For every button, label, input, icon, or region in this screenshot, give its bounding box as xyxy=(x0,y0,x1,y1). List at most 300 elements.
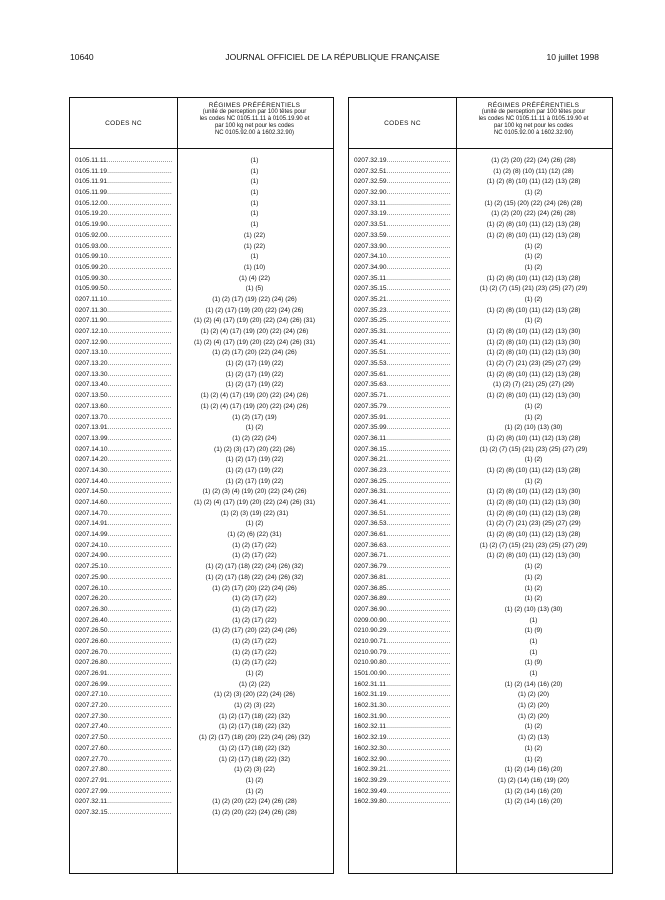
nc-code: 0207.27.99 ..... xyxy=(75,788,172,795)
regime-refs: (1) (2) (4) (17) (19) (20) (22) (24) (26) xyxy=(200,328,309,335)
codes-nc-header: CODES NC xyxy=(105,119,142,127)
table-row xyxy=(70,574,333,585)
regime-refs: (1) xyxy=(250,178,259,186)
regime-refs: (1) (2) (20) (22) (24) (26) (28) xyxy=(212,798,297,806)
regime-refs: (1) (2) xyxy=(524,253,543,261)
nc-code: 0207.32.19 ..... xyxy=(354,157,451,164)
regime-refs: (1) (2) (3) (4) (19) (20) (22) (24) (26) xyxy=(202,488,307,496)
regime-refs: (1) (2) (3) (19) (22) (31) xyxy=(220,509,289,517)
table-row xyxy=(70,681,333,692)
table-row xyxy=(70,638,333,649)
table-row xyxy=(349,328,612,339)
regime-refs: (1) (2) (8) (10) (11) (12) (13) (28) xyxy=(486,509,581,517)
regime-refs: (1) (2) (8) (10) (11) (12) (13) (28) xyxy=(486,531,581,539)
nc-code: 0207.36.11 ..... xyxy=(354,435,451,442)
table-row xyxy=(70,478,333,489)
nc-code: 0207.35.53 ..... xyxy=(354,360,451,367)
nc-code: 0207.14.70 ..... xyxy=(75,510,172,517)
table-row xyxy=(70,606,333,617)
regime-refs: (1) (2) (17) (19) (22) (24) (26) xyxy=(212,295,297,303)
regime-refs: (1) (2) (17) (19) (20) (22) (24) (26) xyxy=(205,306,304,314)
regime-refs: (1) (2) (17) (19) (22) xyxy=(225,370,284,378)
regimes-note-line: NC 0105.92.00 à 1602.32.90) xyxy=(493,130,574,136)
nc-code: 0207.13.91 ..... xyxy=(75,424,172,431)
table-row xyxy=(70,585,333,596)
regime-refs: (1) (2) (17) (18) (22) (24) (26) (32) xyxy=(205,573,304,581)
nc-code: 0207.34.90 ..... xyxy=(354,264,451,271)
regime-refs: (1) (2) xyxy=(524,317,543,325)
nc-code: 0207.36.85 ..... xyxy=(354,585,451,592)
table-row xyxy=(70,349,333,360)
regime-refs: (1) (2) (17) (20) (22) (24) (26) xyxy=(212,349,297,357)
table-row xyxy=(70,360,333,371)
nc-code: 0105.11.99 ..... xyxy=(75,189,172,196)
regime-refs: (1) (2) (17) (18) (22) (32) xyxy=(218,755,291,763)
table-row xyxy=(70,499,333,510)
regime-refs: (1) (2) (17) (19) (22) xyxy=(225,360,284,368)
table-row xyxy=(349,595,612,606)
table-row xyxy=(70,285,333,296)
table-row xyxy=(70,178,333,189)
table-row xyxy=(349,435,612,446)
nc-code: 0207.26.70 ..... xyxy=(75,649,172,656)
nc-code: 0105.92.00 ..... xyxy=(75,232,172,239)
regimes-header xyxy=(457,102,610,137)
table-row xyxy=(70,424,333,435)
table-row xyxy=(70,307,333,318)
regime-refs: (1) (2) (7) (21) (25) (27) (29) xyxy=(493,381,574,389)
table-row xyxy=(349,520,612,531)
nc-code: 0207.24.90 ..... xyxy=(75,552,172,559)
nc-code: 0207.26.10 ..... xyxy=(75,585,172,592)
codes-nc-header: CODES NC xyxy=(384,119,421,127)
nc-code: 0207.33.90 ..... xyxy=(354,243,451,250)
nc-code: 0105.12.00 ..... xyxy=(75,200,172,207)
table-row xyxy=(349,499,612,510)
table-row xyxy=(70,168,333,179)
nc-code: 0207.27.80 ..... xyxy=(75,766,172,773)
nc-code: 0207.32.11 ..... xyxy=(75,798,172,805)
table-row xyxy=(349,392,612,403)
nc-code: 0207.13.70 ..... xyxy=(75,414,172,421)
table-row xyxy=(349,296,612,307)
regime-refs: (1) (2) (17) (22) xyxy=(232,637,277,645)
nc-code: 0105.19.20 ..... xyxy=(75,210,172,217)
regime-refs: (1) (2) xyxy=(524,242,543,250)
nc-code: 0207.33.59 ..... xyxy=(354,232,451,239)
table-row xyxy=(70,221,333,232)
table-row xyxy=(349,157,612,168)
nc-code: 0207.25.90 ..... xyxy=(75,574,172,581)
table-row xyxy=(70,649,333,660)
regime-refs: (1) (2) (17) (22) xyxy=(232,659,277,667)
regime-refs: (1) (2) (17) (22) xyxy=(232,595,277,603)
nc-code: 0207.36.71 ..... xyxy=(354,552,451,559)
regime-refs: (1) (2) (20) xyxy=(517,691,550,699)
table-row xyxy=(70,232,333,243)
nc-code: 1602.32.90 ..... xyxy=(354,756,451,763)
regime-refs: (1) (2) xyxy=(524,477,543,485)
regime-refs: (1) (2) (3) (22) xyxy=(234,766,275,774)
table-row xyxy=(70,756,333,767)
page-header xyxy=(0,52,665,64)
nc-code: 0207.32.15 ..... xyxy=(75,809,172,816)
nc-code: 1602.31.30 ..... xyxy=(354,702,451,709)
nc-code: 1602.31.19 ..... xyxy=(354,691,451,698)
nc-code: 0207.36.51 ..... xyxy=(354,510,451,517)
regime-refs: (1) (2) (20) xyxy=(517,712,550,720)
nc-code: 0207.32.59 ..... xyxy=(354,178,451,185)
nc-code: 0207.26.60 ..... xyxy=(75,638,172,645)
nc-code: 0207.14.91 ..... xyxy=(75,520,172,527)
regime-refs: (1) (2) (7) (21) (23) (25) (27) (29) xyxy=(486,520,581,528)
regime-refs: (1) (2) (17) (18) (22) (24) (26) (32) xyxy=(205,563,304,571)
regime-refs: (1) xyxy=(529,616,538,624)
nc-code: 0207.36.15 ..... xyxy=(354,446,451,453)
nc-code: 0207.34.10 ..... xyxy=(354,253,451,260)
nc-code: 0207.32.90 ..... xyxy=(354,189,451,196)
regime-refs: (1) (2) (8) (10) (11) (12) (13) (28) xyxy=(486,306,581,314)
regimes-note-line: (unité de perception par 100 têtes pour xyxy=(481,109,586,115)
table-body xyxy=(349,157,612,809)
page-number: 10640 xyxy=(70,52,94,62)
regime-refs: (1) (2) xyxy=(245,776,264,784)
table-row xyxy=(70,435,333,446)
table-row xyxy=(349,221,612,232)
regime-refs: (1) (2) (15) (20) (22) (24) (26) (28) xyxy=(484,199,583,207)
nc-code: 0207.26.99 ..... xyxy=(75,681,172,688)
table-row xyxy=(70,328,333,339)
table-row xyxy=(349,649,612,660)
journal-title: JOURNAL OFFICIEL DE LA RÉPUBLIQUE FRANÇAISE xyxy=(225,52,440,62)
regime-refs: (1) (2) (8) (10) (11) (12) (13) (28) xyxy=(486,466,581,474)
regimes-note-line: les codes NC 0105.11.11 à 0105.19.90 et xyxy=(199,116,310,122)
table-row xyxy=(70,691,333,702)
regime-refs: (1) (2) (17) (22) xyxy=(232,648,277,656)
nc-code: 0207.27.20 ..... xyxy=(75,702,172,709)
nc-code: 0207.35.91 ..... xyxy=(354,414,451,421)
table-row xyxy=(70,371,333,382)
regime-refs: (1) (2) (8) (10) (11) (12) (13) (30) xyxy=(486,338,581,346)
table-row xyxy=(70,296,333,307)
regime-refs: (1) (2) (4) (17) (19) (20) (22) (24) (26) (31) xyxy=(194,317,315,325)
regime-refs: (1) (2) (4) (17) (19) (20) (22) (24) (26) xyxy=(200,392,309,400)
regime-refs: (1) xyxy=(250,189,259,197)
table-row xyxy=(349,531,612,542)
table-row xyxy=(349,349,612,360)
regime-refs: (1) (2) (14) (16) (20) xyxy=(504,766,563,774)
regime-refs: (1) xyxy=(250,253,259,261)
table-row xyxy=(349,317,612,328)
regime-refs: (1) (2) (17) (22) xyxy=(232,605,277,613)
nc-code: 0207.13.30 ..... xyxy=(75,371,172,378)
regime-refs: (1) (2) (10) (13) (30) xyxy=(504,424,563,432)
table-row xyxy=(70,713,333,724)
regime-refs: (1) (2) (17) (20) (22) (24) (26) xyxy=(212,627,297,635)
regime-refs: (1) xyxy=(250,199,259,207)
regime-refs: (1) xyxy=(250,221,259,229)
table-row xyxy=(349,606,612,617)
regime-refs: (1) (2) (3) (17) (20) (22) (26) xyxy=(214,445,295,453)
regime-refs: (1) (2) (8) (10) (11) (12) (13) (30) xyxy=(486,349,581,357)
regime-refs: (1) (2) (14) (16) (20) xyxy=(504,680,563,688)
regime-refs: (1) (2) xyxy=(524,189,543,197)
regime-refs: (1) (2) (3) (20) (22) (24) (26) xyxy=(214,691,295,699)
table-row xyxy=(70,339,333,350)
regime-refs: (1) (2) (7) (15) (21) (23) (25) (27) (29) xyxy=(479,541,588,549)
regime-refs: (1) (2) (8) (10) (11) (12) (13) (28) xyxy=(486,434,581,442)
regime-refs: (1) (2) xyxy=(524,456,543,464)
table-row xyxy=(70,520,333,531)
regime-refs: (1) (2) xyxy=(524,295,543,303)
nc-code: 0207.13.40 ..... xyxy=(75,381,172,388)
table-row xyxy=(349,542,612,553)
table-row xyxy=(349,168,612,179)
table-row xyxy=(349,307,612,318)
regime-refs: (1) (2) (20) xyxy=(517,702,550,710)
nc-code: 0207.24.10 ..... xyxy=(75,542,172,549)
table-row xyxy=(349,798,612,809)
nc-code: 0105.11.11 ..... xyxy=(75,157,172,164)
nc-code: 0207.12.90 ..... xyxy=(75,339,172,346)
nc-code: 1602.31.11 ..... xyxy=(354,681,451,688)
regime-refs: (1) (2) (17) (18) (20) (22) (24) (26) (32) xyxy=(198,734,311,742)
nc-code: 1602.32.30 ..... xyxy=(354,745,451,752)
nc-code: 0105.99.30 ..... xyxy=(75,275,172,282)
nc-code: 0207.14.99 ..... xyxy=(75,531,172,538)
nc-code: 1602.39.21 ..... xyxy=(354,766,451,773)
regime-refs: (1) (2) xyxy=(245,787,264,795)
regime-refs: (1) (2) (8) (10) (11) (12) (13) (30) xyxy=(486,552,581,560)
table-row xyxy=(349,232,612,243)
regime-refs: (1) xyxy=(250,210,259,218)
nc-code: 0207.13.50 ..... xyxy=(75,392,172,399)
nc-code: 0207.12.10 ..... xyxy=(75,328,172,335)
table-header xyxy=(349,98,612,149)
table-row xyxy=(349,200,612,211)
regime-refs: (1) (2) xyxy=(524,744,543,752)
nc-code: 0207.26.40 ..... xyxy=(75,617,172,624)
regimes-header xyxy=(178,102,331,137)
table-row xyxy=(70,210,333,221)
nc-code: 0207.11.30 ..... xyxy=(75,307,172,314)
regime-refs: (1) (2) (17) (18) (22) (32) xyxy=(218,744,291,752)
nc-code: 0207.33.51 ..... xyxy=(354,221,451,228)
table-row xyxy=(70,627,333,638)
nc-code: 0210.90.71 ..... xyxy=(354,638,451,645)
table-row xyxy=(349,360,612,371)
regimes-note-line: les codes NC 0105.11.11 à 0105.19.90 et xyxy=(478,116,589,122)
nc-code: 0207.27.70 ..... xyxy=(75,756,172,763)
regime-refs: (1) (2) (8) (10) (11) (12) (13) (28) xyxy=(486,231,581,239)
table-row xyxy=(349,552,612,563)
regime-refs: (1) (2) (8) (10) (11) (12) (13) (30) xyxy=(486,488,581,496)
table-body xyxy=(70,157,333,820)
table-row xyxy=(349,777,612,788)
table-row xyxy=(70,446,333,457)
table-row xyxy=(349,681,612,692)
table-row xyxy=(70,734,333,745)
nc-code: 0207.35.23 ..... xyxy=(354,307,451,314)
nc-code: 1602.31.90 ..... xyxy=(354,713,451,720)
nc-code: 0105.11.91 ..... xyxy=(75,178,172,185)
nc-code: 0207.35.31 ..... xyxy=(354,328,451,335)
regime-refs: (1) xyxy=(250,167,259,175)
table-row xyxy=(349,339,612,350)
nc-code: 0207.35.99 ..... xyxy=(354,424,451,431)
nc-code: 0207.13.99 ..... xyxy=(75,435,172,442)
nc-code: 0207.36.81 ..... xyxy=(354,574,451,581)
table-row xyxy=(70,552,333,563)
regime-refs: (1) xyxy=(529,648,538,656)
table-row xyxy=(70,243,333,254)
nc-code: 0207.26.80 ..... xyxy=(75,659,172,666)
table-row xyxy=(349,403,612,414)
table-row xyxy=(70,403,333,414)
nc-code: 0207.35.21 ..... xyxy=(354,296,451,303)
table-row xyxy=(349,189,612,200)
table-row xyxy=(349,745,612,756)
regime-refs: (1) (2) (17) (22) xyxy=(232,552,277,560)
table-row xyxy=(70,659,333,670)
nc-code: 0207.27.10 ..... xyxy=(75,691,172,698)
regime-refs: (1) (2) (17) (18) (22) (32) xyxy=(218,712,291,720)
nc-code: 0207.35.51 ..... xyxy=(354,349,451,356)
nc-code: 0207.36.25 ..... xyxy=(354,478,451,485)
regime-refs: (1) (2) (8) (10) (11) (12) (13) (28) xyxy=(486,370,581,378)
nc-code: 0207.35.63 ..... xyxy=(354,381,451,388)
nc-code: 0210.90.80 ..... xyxy=(354,659,451,666)
table-row xyxy=(349,723,612,734)
regime-refs: (1) (2) (14) (16) (20) xyxy=(504,787,563,795)
regime-refs: (1) (2) (7) (15) (21) (23) (25) (27) (29) xyxy=(479,445,588,453)
table-row xyxy=(349,574,612,585)
nc-code: 0207.36.21 ..... xyxy=(354,456,451,463)
nc-code: 0207.32.51 ..... xyxy=(354,168,451,175)
nc-code: 1602.32.11 ..... xyxy=(354,723,451,730)
table-row xyxy=(70,456,333,467)
regime-refs: (1) (2) (4) (17) (19) (20) (22) (24) (26) xyxy=(200,402,309,410)
table-row xyxy=(349,788,612,799)
regime-refs: (1) xyxy=(529,670,538,677)
regime-refs: (1) (2) (22) (24) xyxy=(232,434,277,442)
left-table xyxy=(69,97,334,874)
regime-refs: (1) (2) xyxy=(524,563,543,571)
nc-code: 1602.39.80 ..... xyxy=(354,798,451,805)
regime-refs: (1) (2) xyxy=(524,723,543,731)
nc-code: 0207.11.90 ..... xyxy=(75,317,172,324)
nc-code: 0207.26.91 ..... xyxy=(75,670,172,677)
right-table xyxy=(348,97,613,874)
table-row xyxy=(349,285,612,296)
regime-refs: (1) (2) (8) (10) (11) (12) (13) (30) xyxy=(486,392,581,400)
regime-refs: (1) (2) (17) (19) (22) xyxy=(225,456,284,464)
table-row xyxy=(70,798,333,809)
regime-refs: (1) (2) (20) (22) (24) (26) (28) xyxy=(491,210,576,218)
table-row xyxy=(349,488,612,499)
nc-code: 0207.36.63 ..... xyxy=(354,542,451,549)
table-row xyxy=(349,702,612,713)
regime-refs: (1) (2) xyxy=(524,595,543,603)
table-row xyxy=(349,446,612,457)
nc-code: 0105.99.20 ..... xyxy=(75,264,172,271)
table-row xyxy=(349,210,612,221)
nc-code: 1602.39.29 ..... xyxy=(354,777,451,784)
table-row xyxy=(349,756,612,767)
nc-code: 0210.90.29 ..... xyxy=(354,627,451,634)
nc-code: 0207.26.30 ..... xyxy=(75,606,172,613)
regime-refs: (1) (2) (17) (19) (22) xyxy=(225,466,284,474)
regime-refs: (1) (2) (4) (17) (19) (20) (22) (24) (26) (31) xyxy=(194,499,315,506)
regime-refs: (1) (2) (3) (22) xyxy=(234,702,275,710)
nc-code: 1602.39.49 ..... xyxy=(354,788,451,795)
nc-code: 0207.35.41 ..... xyxy=(354,339,451,346)
table-row xyxy=(349,766,612,777)
regime-refs: (1) (2) (7) (21) (23) (25) (27) (29) xyxy=(486,360,581,368)
regime-refs: (1) (2) (6) (22) (31) xyxy=(227,531,282,539)
table-row xyxy=(70,189,333,200)
nc-code: 0207.36.90 ..... xyxy=(354,606,451,613)
table-row xyxy=(349,478,612,489)
nc-code: 0207.27.40 ..... xyxy=(75,723,172,730)
regimes-note-line: NC 0105.92.00 à 1602.32.90) xyxy=(214,130,295,136)
nc-code: 0207.13.60 ..... xyxy=(75,403,172,410)
table-row xyxy=(70,702,333,713)
table-row xyxy=(70,264,333,275)
table-row xyxy=(70,510,333,521)
table-row xyxy=(70,414,333,425)
regime-refs: (1) (2) (14) (16) (19) (20) xyxy=(497,776,570,784)
nc-code: 0207.36.41 ..... xyxy=(354,499,451,506)
regime-refs: (1) (2) (8) (10) (11) (12) (13) (30) xyxy=(486,499,581,506)
regime-refs: (1) (2) xyxy=(245,670,264,677)
table-row xyxy=(70,392,333,403)
regime-refs: (1) (2) (20) (22) (24) (26) (28) xyxy=(212,808,297,816)
table-row xyxy=(70,617,333,628)
table-row xyxy=(70,467,333,478)
regime-refs: (1) (2) xyxy=(524,573,543,581)
table-row xyxy=(70,275,333,286)
nc-code: 0207.35.79 ..... xyxy=(354,403,451,410)
table-row xyxy=(349,734,612,745)
regime-refs: (1) (2) (20) (22) (24) (26) (28) xyxy=(491,157,576,164)
regime-refs: (1) (4) (22) xyxy=(238,274,271,282)
regimes-note-line: (unité de perception par 100 têtes pour xyxy=(202,109,307,115)
nc-code: 0207.36.31 ..... xyxy=(354,488,451,495)
nc-code: 0207.36.23 ..... xyxy=(354,467,451,474)
regimes-title: RÉGIMES PRÉFÉRENTIELS xyxy=(208,102,301,109)
nc-code: 0207.11.10 ..... xyxy=(75,296,172,303)
nc-code: 0105.19.90 ..... xyxy=(75,221,172,228)
regime-refs: (1) (2) (17) (19) (22) xyxy=(225,477,284,485)
regime-refs: (1) (2) xyxy=(524,584,543,592)
regime-refs: (1) (2) (8) (10) (11) (12) (13) (28) xyxy=(486,221,581,229)
table-row xyxy=(70,542,333,553)
nc-code: 0207.33.19 ..... xyxy=(354,210,451,217)
regime-refs: (1) (22) xyxy=(243,231,266,239)
nc-code: 0207.35.61 ..... xyxy=(354,371,451,378)
table-row xyxy=(70,777,333,788)
regime-refs: (1) (10) xyxy=(243,263,266,271)
table-row xyxy=(349,638,612,649)
regime-refs: (1) (2) (22) xyxy=(238,680,271,688)
regime-refs: (1) (2) (13) xyxy=(517,734,550,742)
regime-refs: (1) (2) (4) (17) (19) (20) (22) (24) (26) (31) xyxy=(194,338,315,346)
regime-refs: (1) (2) (17) (20) (22) (24) (26) xyxy=(212,584,297,592)
table-row xyxy=(70,381,333,392)
table-header xyxy=(70,98,333,149)
table-row xyxy=(70,723,333,734)
